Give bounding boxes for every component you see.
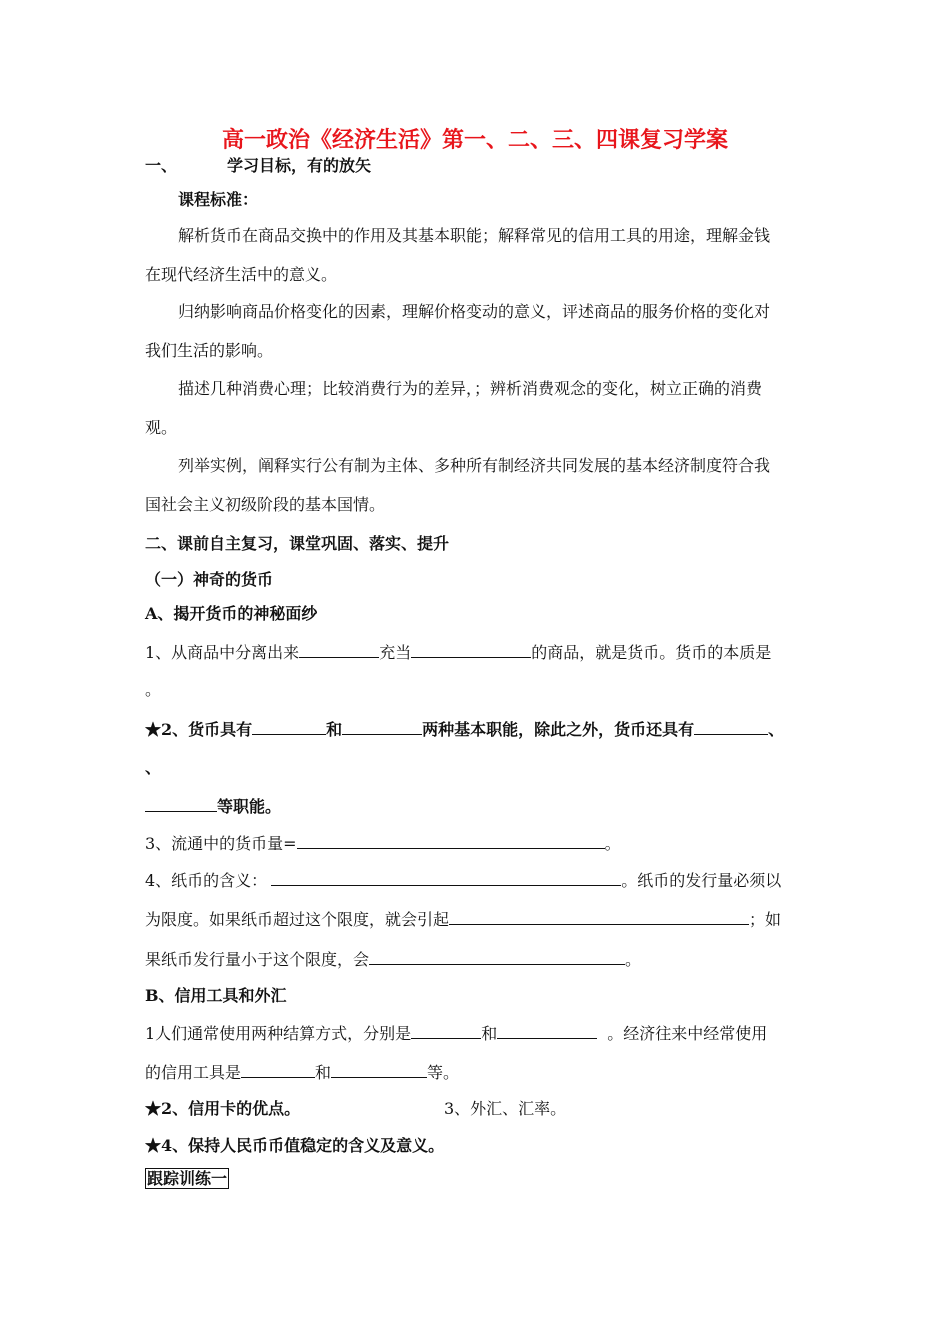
paragraph-3-line-1: 描述几种消费心理；比较消费行为的差异，；辨析消费观念的变化，树立正确的消费 <box>178 379 763 398</box>
answer-blank[interactable] <box>297 832 605 849</box>
answer-blank[interactable] <box>331 1061 427 1078</box>
answer-blank[interactable] <box>497 1022 597 1039</box>
answer-blank[interactable] <box>342 718 422 735</box>
subsection-money-heading: （一）神奇的货币 <box>145 570 274 589</box>
part-a-heading: A、揭开货币的神秘面纱 <box>145 604 318 623</box>
section1-number: 一、 <box>145 156 178 175</box>
answer-blank[interactable] <box>241 1061 315 1078</box>
question-b3: 3、外汇、汇率。 <box>444 1099 567 1118</box>
paragraph-4-line-2: 国社会主义初级阶段的基本国情。 <box>145 495 386 514</box>
question-a4-line-2: 为限度。如果纸币超过这个限度，就会引起 ；如 <box>145 910 782 929</box>
answer-blank[interactable] <box>145 795 217 812</box>
course-standard-heading: 课程标准： <box>178 190 259 209</box>
question-b1-line-1: 1人们通常使用两种结算方式，分别是 和 。经济往来中经常使用 <box>145 1024 768 1043</box>
answer-blank[interactable] <box>411 1022 481 1039</box>
answer-blank[interactable] <box>449 908 749 925</box>
question-a2-line-3: 等职能。 <box>145 795 281 817</box>
question-a2-line-2: 、 <box>145 758 162 777</box>
section1-heading: 学习目标，有的放矢 <box>227 156 372 175</box>
paragraph-2-line-2: 我们生活的影响。 <box>145 341 274 360</box>
document-title: 高一政治《经济生活》第一、二、三、四课复习学案 <box>221 127 728 153</box>
question-a1-line-2: 。 <box>145 680 162 699</box>
section1-heading-line <box>145 156 371 176</box>
question-a3: 3、流通中的货币量= 。 <box>145 834 621 853</box>
paragraph-4-line-1: 列举实例，阐释实行公有制为主体、多种所有制经济共同发展的基本经济制度符合我 <box>178 456 771 475</box>
tracking-exercise-label: 跟踪训练一 <box>147 1169 228 1188</box>
question-a2-line-1: ★2、货币具有 和 两种基本职能，除此之外，货币还具有 、 <box>145 720 785 739</box>
answer-blank[interactable] <box>369 948 625 965</box>
part-b-heading: B、信用工具和外汇 <box>145 986 287 1005</box>
question-b4: ★4、保持人民币币值稳定的含义及意义。 <box>145 1136 445 1155</box>
tracking-exercise-heading <box>145 1169 229 1189</box>
answer-blank[interactable] <box>252 718 326 735</box>
answer-blank[interactable] <box>411 641 531 658</box>
question-a4-line-1: 4、纸币的含义： 。纸币的发行量必须以 <box>145 871 782 890</box>
answer-blank[interactable] <box>299 641 379 658</box>
paragraph-1-line-1: 解析货币在商品交换中的作用及其基本职能；解释常见的信用工具的用途，理解金钱 <box>178 226 771 245</box>
question-b2: ★2、信用卡的优点。 <box>145 1099 301 1118</box>
answer-blank[interactable] <box>694 718 768 735</box>
paragraph-3-line-2: 观。 <box>145 418 178 437</box>
paragraph-1-line-2: 在现代经济生活中的意义。 <box>145 265 338 284</box>
question-a1-line-1: 1、从商品中分离出来 充当 的商品，就是货币。货币的本质是 <box>145 643 772 662</box>
paragraph-2-line-1: 归纳影响商品价格变化的因素，理解价格变动的意义，评述商品的服务价格的变化对 <box>178 302 771 321</box>
answer-blank[interactable] <box>271 869 621 886</box>
question-a4-line-3: 果纸币发行量小于这个限度，会 。 <box>145 950 642 969</box>
question-b1-line-2: 的信用工具是 和 等。 <box>145 1063 460 1082</box>
section2-heading: 二、课前自主复习，课堂巩固、落实、提升 <box>145 534 450 553</box>
